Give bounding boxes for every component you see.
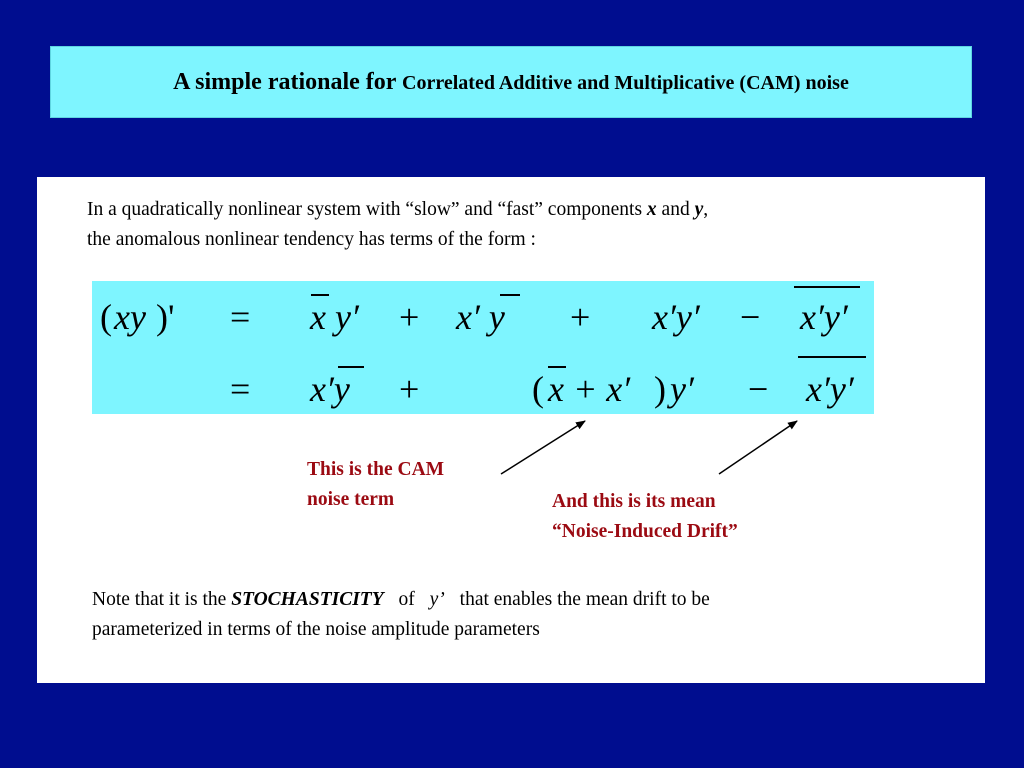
- intro-var-x: x: [646, 199, 657, 220]
- intro-text-1: In a quadratically nonlinear system with “slow” and “fast” components: [87, 199, 647, 220]
- eq2-inner: x + x′: [548, 369, 631, 409]
- eq2-paren-close: ): [654, 369, 666, 409]
- eq1-plus2: +: [570, 297, 591, 337]
- note-paragraph: [92, 585, 942, 645]
- eq1-term2: x′ y: [456, 297, 505, 337]
- cam-annotation-line1: This is the CAM: [307, 459, 445, 480]
- intro-text-2: ,: [703, 199, 709, 220]
- eq2-term1: x′y: [310, 369, 350, 409]
- drift-annotation-line2: “Noise-Induced Drift”: [552, 521, 738, 542]
- title-lead: A simple rationale for: [173, 68, 397, 95]
- eq1-lhs-vars: xy: [114, 297, 146, 337]
- eq2-paren-open: (: [532, 369, 544, 409]
- note-after: that enables the mean drift to be: [459, 589, 710, 610]
- eq2-plus: +: [399, 369, 420, 409]
- eq2-term4: x′y′: [806, 369, 854, 409]
- intro-and: and: [656, 199, 695, 220]
- eq1-term1: x y′: [310, 297, 359, 337]
- note-emphasis: STOCHASTICITY: [231, 589, 384, 610]
- slide-title: [173, 69, 849, 96]
- eq1-term4: x′y′: [800, 297, 848, 337]
- cam-arrow: [501, 421, 585, 474]
- drift-arrow: [719, 421, 797, 474]
- title-rest: Correlated Additive and Multiplicative (CAM) noise: [402, 71, 849, 94]
- intro-var-y: y: [694, 199, 704, 220]
- title-banner: [50, 46, 972, 118]
- eq2-equals: =: [230, 369, 251, 409]
- cam-annotation-line2: noise term: [307, 489, 395, 510]
- eq1-minus: −: [740, 297, 761, 337]
- eq1-plus1: +: [399, 297, 420, 337]
- eq1-lhs-close: )': [156, 297, 175, 337]
- note-var: y’: [429, 589, 445, 610]
- eq1-term3: x′y′: [652, 297, 700, 337]
- intro-line-2: the anomalous nonlinear tendency has terms of the form :: [87, 229, 536, 250]
- note-before: Note that it is the: [92, 589, 232, 610]
- note-of: of: [398, 589, 415, 610]
- eq1-lhs-open: (: [100, 297, 112, 337]
- eq1-equals: =: [230, 297, 251, 337]
- eq2-y-prime: y′: [670, 369, 694, 409]
- drift-annotation-line1: And this is its mean: [552, 491, 716, 512]
- note-line-2: parameterized in terms of the noise amplitude parameters: [92, 619, 540, 640]
- content-panel: [37, 177, 985, 683]
- eq2-minus: −: [748, 369, 769, 409]
